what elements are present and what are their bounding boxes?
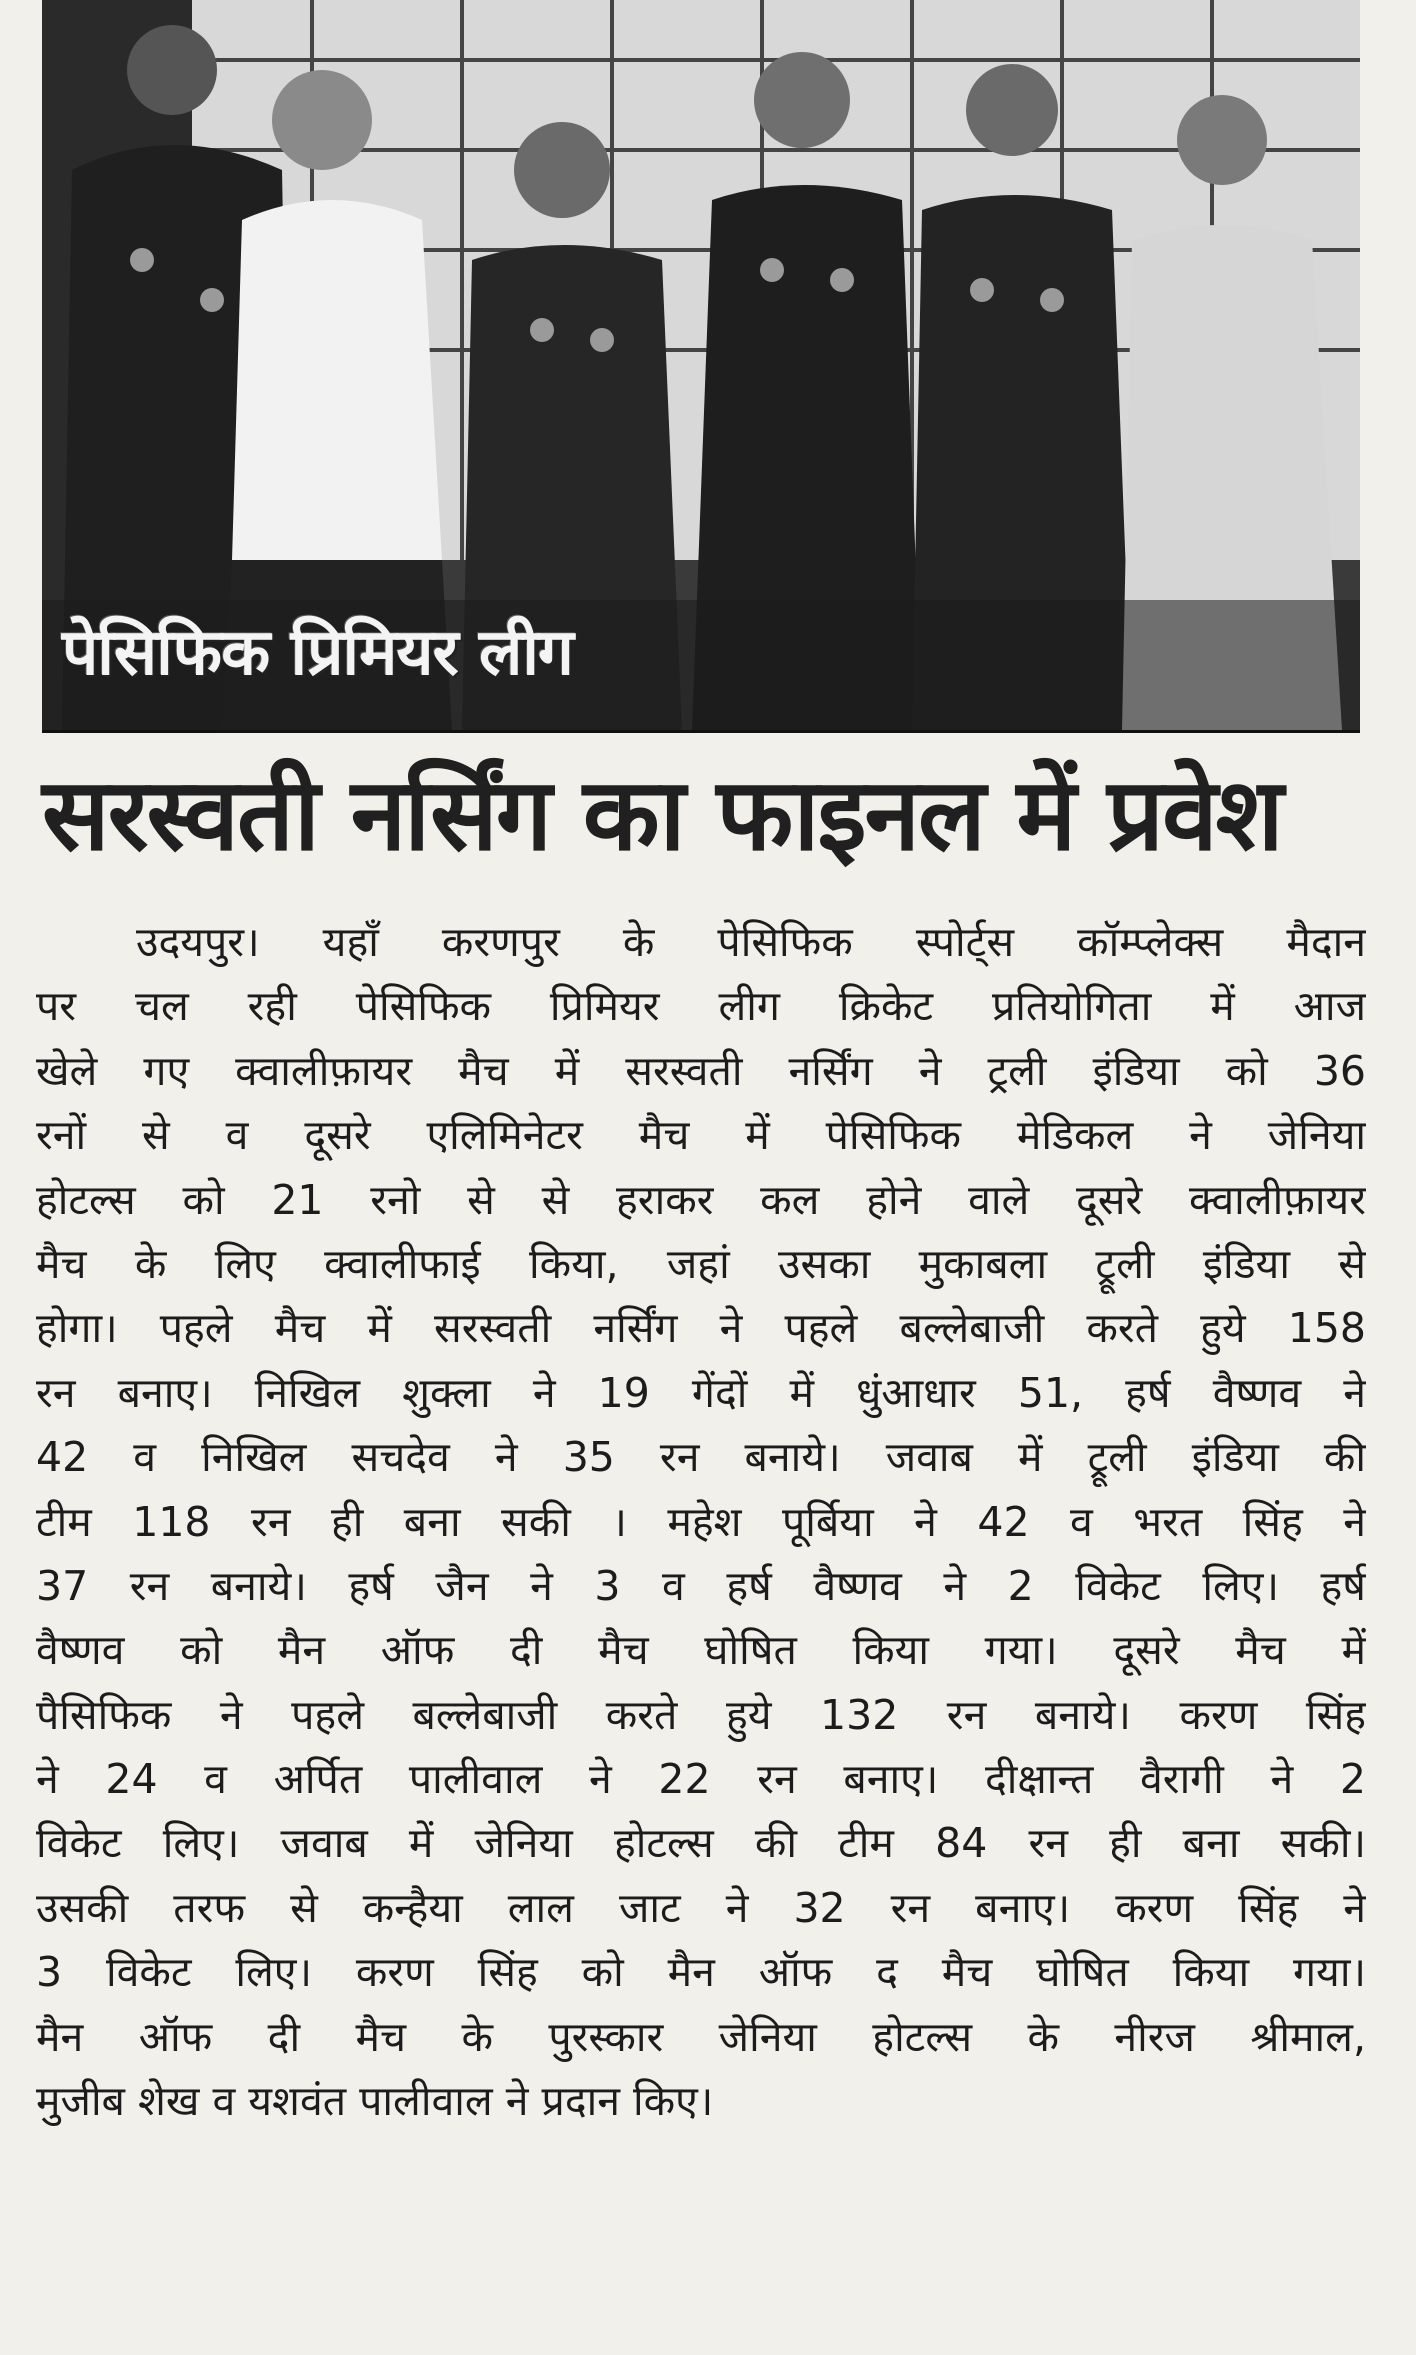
article-line: मैन ऑफ दी मैच के पुरस्कार जेनिया होटल्स के नीरज श्रीमाल, (36, 2012, 1366, 2061)
article-line: टीम 118 रन ही बना सकी । महेश पूर्बिया ने 42 व भरत सिंह ने (36, 1497, 1366, 1546)
article-line: 37 रन बनाये। हर्ष जैन ने 3 व हर्ष वैष्णव ने 2 विकेट लिए। हर्ष (36, 1561, 1366, 1610)
headline: सरस्वती नर्सिंग का फाइनल में प्रवेश (42, 756, 1282, 873)
article-line: विकेट लिए। जवाब में जेनिया होटल्स की टीम 84 रन ही बना सकी। (36, 1819, 1366, 1868)
article-line: होटल्स को 21 रनो से से हराकर कल होने वाले दूसरे क्वालीफ़ायर (36, 1175, 1366, 1224)
team-photo (42, 0, 1360, 733)
article-line: मैच के लिए क्वालीफाई किया, जहां उसका मुकाबला ट्रूली इंडिया से (36, 1239, 1366, 1288)
article-line: मुजीब शेख व यशवंत पालीवाल ने प्रदान किए। (36, 2077, 714, 2126)
article-line: उदयपुर। यहाँ करणपुर के पेसिफिक स्पोर्ट्स कॉम्प्लेक्स मैदान (136, 918, 1366, 966)
article-line: पर चल रही पेसिफिक प्रिमियर लीग क्रिकेट प्रतियोगिता में आज (36, 982, 1366, 1031)
article-line: वैष्णव को मैन ऑफ दी मैच घोषित किया गया। दूसरे मैच में (36, 1626, 1366, 1675)
article-line: ने 24 व अर्पित पालीवाल ने 22 रन बनाए। दीक्षान्त वैरागी ने 2 (36, 1755, 1366, 1804)
article-line: रन बनाए। निखिल शुक्ला ने 19 गेंदों में धुंआधार 51, हर्ष वैष्णव ने (36, 1368, 1366, 1417)
article-line: उसकी तरफ से कन्हैया लाल जाट ने 32 रन बनाए। करण सिंह ने (36, 1883, 1366, 1932)
article-line: खेले गए क्वालीफ़ायर मैच में सरस्वती नर्सिंग ने ट्रली इंडिया को 36 (36, 1046, 1366, 1095)
article-line: 42 व निखिल सचदेव ने 35 रन बनाये। जवाब में ट्रूली इंडिया की (36, 1433, 1366, 1482)
article-body (36, 910, 1366, 2133)
photo-caption: पेसिफिक प्रिमियर लीग (62, 616, 573, 690)
article-line: होगा। पहले मैच में सरस्वती नर्सिंग ने पहले बल्लेबाजी करते हुये 158 (36, 1304, 1366, 1353)
article-line: 3 विकेट लिए। करण सिंह को मैन ऑफ द मैच घोषित किया गया। (36, 1948, 1366, 1997)
article-line: पैसिफिक ने पहले बल्लेबाजी करते हुये 132 रन बनाये। करण सिंह (36, 1690, 1366, 1739)
article-line: रनों से व दूसरे एलिमिनेटर मैच में पेसिफिक मेडिकल ने जेनिया (36, 1111, 1366, 1160)
